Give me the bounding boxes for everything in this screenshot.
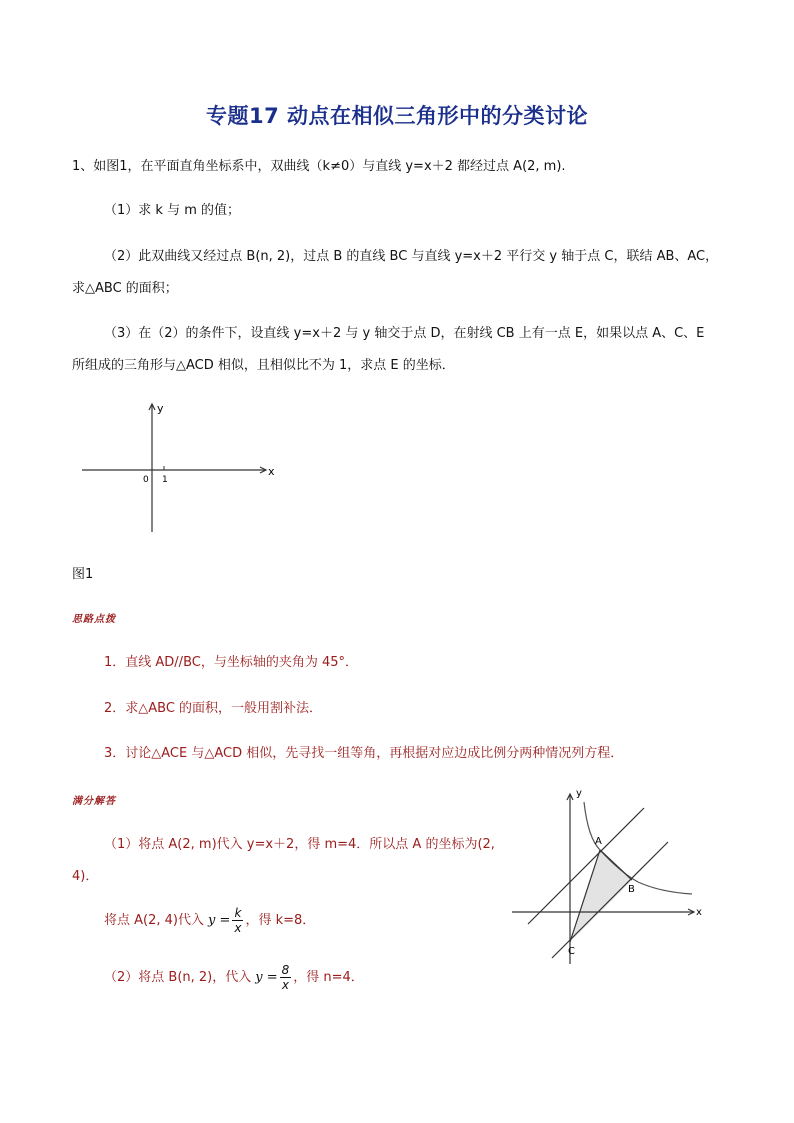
fraction-8-over-x xyxy=(280,963,292,992)
x-axis-label: x xyxy=(268,465,275,478)
fraction-denominator: x xyxy=(234,921,242,935)
y-equals: y = xyxy=(255,969,278,985)
origin-label: 0 xyxy=(143,475,149,485)
solution-2-prefix: （2）将点 B(n, 2)，代入 xyxy=(104,969,252,985)
fraction-numerator: 8 xyxy=(281,963,290,977)
hints-heading: 思路点拨 xyxy=(72,614,116,625)
solution-1-line-3 xyxy=(104,906,315,935)
solution-heading: 满分解答 xyxy=(72,796,116,807)
shaded-region xyxy=(570,850,632,942)
hint-item-2: 2．求△ABC 的面积，一般用割补法． xyxy=(104,701,323,716)
fraction-denominator: x xyxy=(281,978,289,992)
x-axis-label: x xyxy=(696,907,702,918)
problem-intro: 1、如图1，在平面直角坐标系中，双曲线（k≠0）与直线 y=x＋2 都经过点 A(2, m). xyxy=(72,159,566,174)
tick-label-1: 1 xyxy=(162,475,168,485)
figure-2-diagram xyxy=(508,786,708,968)
point-a-label: A xyxy=(595,836,602,847)
y-axis-label: y xyxy=(157,402,164,415)
question-3-line-2: 所组成的三角形与△ACD 相似，且相似比不为 1，求点 E 的坐标． xyxy=(72,358,455,373)
hint-item-1: 1．直线 AD//BC，与坐标轴的夹角为 45°． xyxy=(104,655,359,670)
question-2-line-2: 求△ABC 的面积； xyxy=(72,281,178,296)
figure-1-axes xyxy=(80,398,280,538)
point-b-label: B xyxy=(628,884,635,895)
solution-1-line-3-prefix: 将点 A(2, 4)代入 xyxy=(104,912,204,928)
page-title: 专题17 动点在相似三角形中的分类讨论 xyxy=(205,104,589,128)
solution-2-suffix: ，得 n=4． xyxy=(293,969,364,985)
solution-1-line-2: 4)． xyxy=(72,869,99,884)
figure-1-caption: 图1 xyxy=(72,567,94,582)
fraction-numerator: k xyxy=(232,906,243,921)
solution-2-line xyxy=(104,963,364,992)
solution-1-line-3-suffix: ，得 k=8． xyxy=(245,912,316,928)
point-c-label: C xyxy=(568,946,575,957)
y-axis-label: y xyxy=(576,788,582,799)
question-3-line-1: （3）在（2）的条件下，设直线 y=x＋2 与 y 轴交于点 D，在射线 CB 上有一点 E，如果以点 A、C、E xyxy=(104,326,705,341)
hint-item-3: 3．讨论△ACE 与△ACD 相似，先寻找一组等角，再根据对应边成比例分两种情况列方程． xyxy=(104,746,624,761)
question-2-line-1: （2）此双曲线又经过点 B(n, 2)，过点 B 的直线 BC 与直线 y=x＋2 平行交 y 轴于点 C，联结 AB、AC， xyxy=(104,249,719,264)
y-equals: y = xyxy=(207,912,231,928)
question-1: （1）求 k 与 m 的值； xyxy=(104,203,240,218)
fraction-k-over-x xyxy=(232,906,243,935)
solution-1-line-1: （1）将点 A(2, m)代入 y=x＋2，得 m=4．所以点 A 的坐标为(2, xyxy=(104,837,495,852)
